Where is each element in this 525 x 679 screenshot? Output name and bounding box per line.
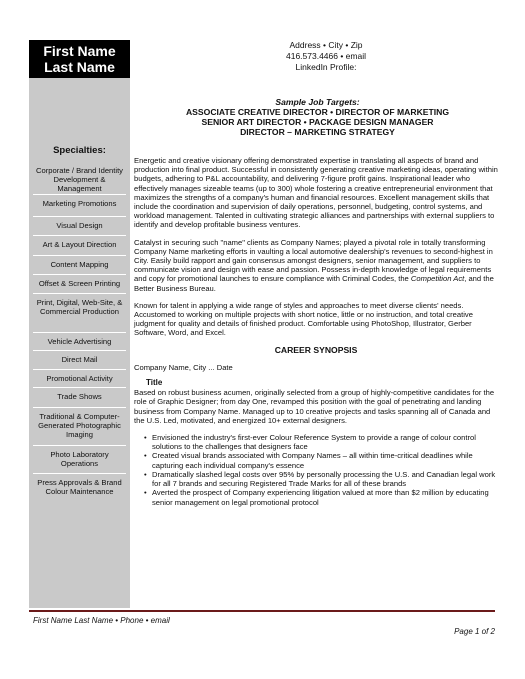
contact-info bbox=[226, 40, 426, 73]
name-box bbox=[29, 40, 130, 78]
specialty-divider bbox=[33, 293, 126, 294]
achievement-list bbox=[144, 433, 498, 507]
job-targets bbox=[140, 97, 495, 137]
specialty-item: Traditional & Computer-Generated Photographic Imaging bbox=[38, 412, 121, 439]
job-target-line-1: ASSOCIATE CREATIVE DIRECTOR • DIRECTOR OF MARKETING bbox=[185, 107, 450, 117]
specialties-title: Specialties: bbox=[53, 145, 106, 156]
specialty-divider bbox=[33, 216, 126, 217]
specialty-item: Content Mapping bbox=[50, 260, 109, 269]
specialties-sidebar bbox=[29, 78, 130, 608]
specialty-item: Corporate / Brand Identity Development & Management bbox=[36, 166, 123, 193]
summary-p2-italic: Competition Act bbox=[410, 274, 465, 284]
achievement-item: • Averted the prospect of Company experiencing litigation valued at more than $2 million by educating senior management on legal promotional protocol bbox=[144, 488, 498, 506]
address: Address • City • Zip bbox=[289, 40, 363, 50]
achievement-item: • Envisioned the industry's first-ever Colour Reference System to provide a range of colour control solutions to the challenges that designers face bbox=[144, 433, 498, 451]
footer-divider bbox=[29, 610, 495, 612]
job-target-line-3: DIRECTOR – MARKETING STRATEGY bbox=[240, 127, 395, 137]
job-title: Title bbox=[146, 378, 163, 388]
specialty-divider bbox=[33, 350, 126, 351]
specialty-divider bbox=[33, 194, 126, 195]
specialty-item: Art & Layout Direction bbox=[42, 240, 117, 249]
specialty-divider bbox=[33, 274, 126, 275]
specialty-divider bbox=[33, 235, 126, 236]
specialty-divider bbox=[33, 255, 126, 256]
summary-p2-end: , and the Better Business Bureau. bbox=[134, 274, 494, 293]
job-description: Based on robust business acumen, originally selected from a group of highly-competitive candidates for the role of Graphic Designer; from day One, revamped this position with the goal of penetrating and landing business from Company Name. Managed up to 10 creative projects and tasks spanning all of Canada and the U.S. Led, motivated, and energized 10+ external designers. bbox=[134, 388, 495, 425]
footer-contact: First Name Last Name • Phone • email bbox=[33, 616, 170, 625]
job-targets-subtitle: Sample Job Targets: bbox=[275, 97, 360, 107]
specialty-divider bbox=[33, 387, 126, 388]
achievement-item: • Created visual brands associated with Company Names – all within time-critical deadlines while capturing each individual company's essence bbox=[144, 451, 498, 469]
specialty-item: Direct Mail bbox=[61, 355, 98, 364]
specialty-divider bbox=[33, 445, 126, 446]
summary-paragraph-3: Known for talent in applying a wide range of styles and approaches to meet diverse clients' needs. Accustomed to working on multiple projects with short notice, little or no instruction, and total creative judgment for quality and details of finished product. Comfortable using PhotoShop, Illustrator, Gerber Software, Word, and Excel. bbox=[134, 300, 473, 338]
specialty-item: Print, Digital, Web-Site, & Commercial Production bbox=[36, 298, 123, 316]
career-synopsis-heading: CAREER SYNOPSIS bbox=[274, 344, 358, 355]
company-line: Company Name, City ... Date bbox=[134, 362, 233, 372]
specialty-item: Vehicle Advertising bbox=[47, 337, 112, 346]
specialty-item: Visual Design bbox=[56, 221, 103, 230]
summary-paragraph-2 bbox=[134, 238, 498, 293]
last-name: Last Name bbox=[44, 59, 115, 75]
resume-body bbox=[134, 156, 498, 507]
specialty-divider bbox=[33, 473, 126, 474]
job-target-line-2: SENIOR ART DIRECTOR • PACKAGE DESIGN MANAGER bbox=[201, 117, 434, 127]
phone-email: 416.573.4466 • email bbox=[285, 51, 366, 61]
specialty-item: Press Approvals & Brand Colour Maintenance bbox=[37, 478, 122, 496]
specialty-divider bbox=[33, 332, 126, 333]
specialty-item: Marketing Promotions bbox=[42, 199, 117, 208]
page-number: Page 1 of 2 bbox=[454, 627, 495, 636]
specialty-item: Promotional Activity bbox=[46, 374, 113, 383]
summary-paragraph-1: Energetic and creative visionary offering demonstrated expertise in translating all aspects of brand and production into final product. Successful in consistently generating creative marketing ideas, operating within budgets, adhering to P&L accountability, and delivering 7-figure profit gains. Inspirational leader who effectively manages sizeable teams (up to 300) whole fostering a creative entrepreneurial environment that maximizes the strengths of a company's human and financial resources. Excellent management skills that include the coordination and supervision of daily operations, personnel, budgeting, control systems, and workload management. Talented in cultivating strategic alliances and partnerships with external suppliers to identify and develop profitable business ventures. bbox=[134, 156, 498, 230]
achievement-item: • Dramatically slashed legal costs over 95% by personally processing the U.S. and Canadian legal work for all 7 brands and securing Registered Trade Marks for all of these brands bbox=[144, 470, 498, 488]
specialty-item: Trade Shows bbox=[57, 392, 102, 401]
specialty-divider bbox=[33, 407, 126, 408]
specialty-item: Offset & Screen Printing bbox=[38, 279, 121, 288]
linkedin: LinkedIn Profile: bbox=[295, 62, 357, 72]
summary-p2-start: Catalyst in securing such "name" clients as Company Names; played a pivotal role in totally transforming Company Name marketing efforts in vaulting a local automotive dealership's revenues to second-highest in City. Easily build rapport and gain consensus amongst designers, senior management, and suppliers to communicate vision and design with ease and passion. Possess in-depth knowledge of legal requirements and copy for promotional launches to ensure compliance with Criminal Codes, the bbox=[134, 237, 493, 284]
first-name: First Name bbox=[43, 43, 116, 59]
specialty-item: Photo Laboratory Operations bbox=[50, 450, 109, 468]
specialty-divider bbox=[33, 369, 126, 370]
